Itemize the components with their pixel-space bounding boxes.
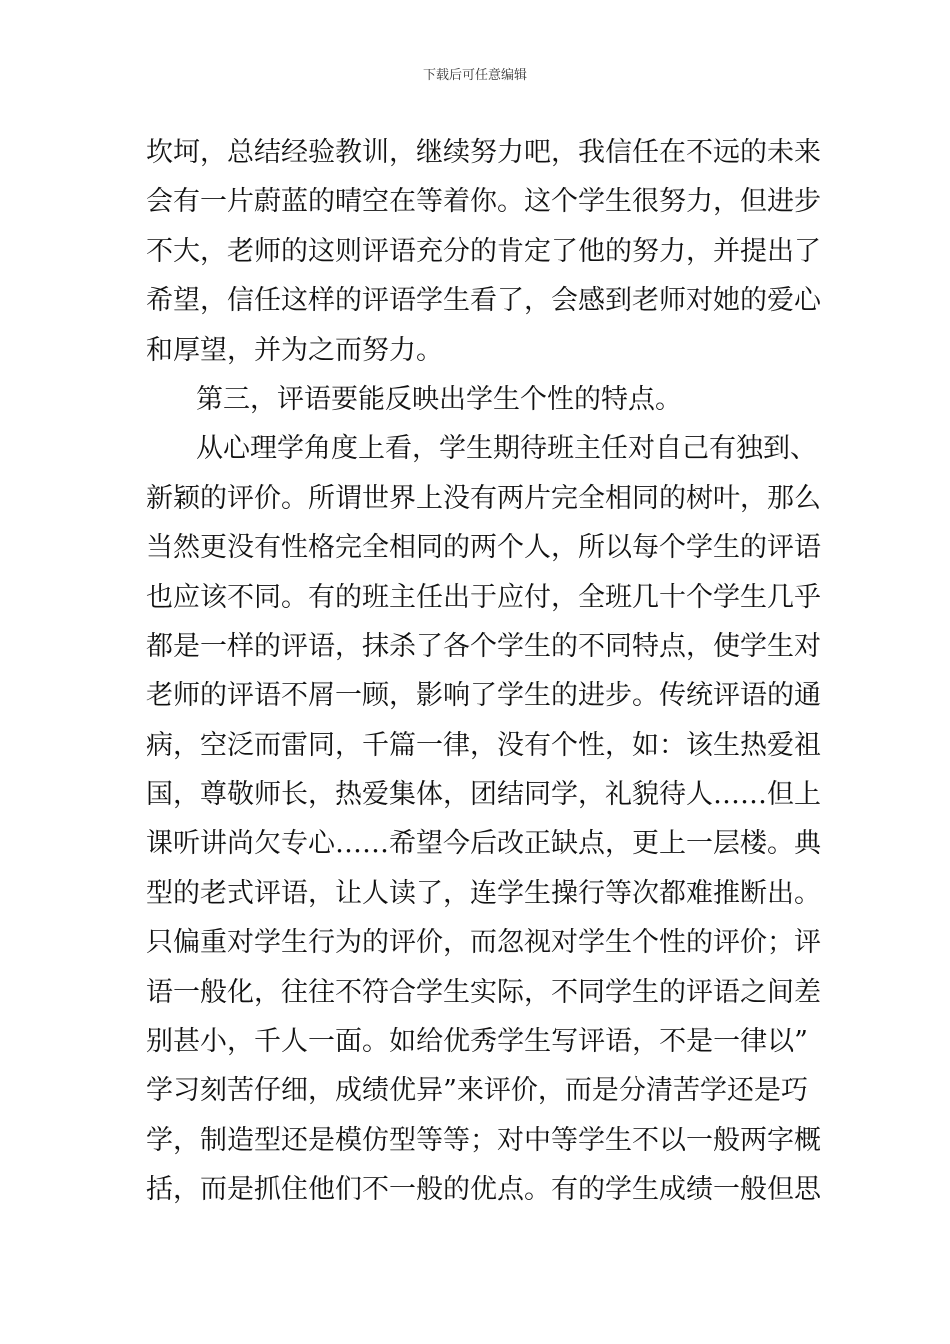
section-heading: 第三，评语要能反映出学生个性的特点。 — [196, 383, 682, 415]
text-line: 也应该不同。有的班主任出于应付，全班几十个学生几乎 — [146, 581, 821, 613]
text-line: 和厚望，并为之而努力。 — [146, 334, 443, 366]
text-line: 型的老式评语，让人读了，连学生操行等次都难推断出。 — [146, 877, 821, 909]
text-line: 老师的评语不屑一顾，影响了学生的进步。传统评语的通 — [146, 680, 821, 712]
text-line: 不大，老师的这则评语充分的肯定了他的努力，并提出了 — [146, 235, 821, 267]
text-line: 坎坷，总结经验教训，继续努力吧，我信任在不远的未来 — [146, 137, 821, 168]
text-line: 只偏重对学生行为的评价，而忽视对学生个性的评价；评 — [146, 927, 821, 959]
body-text — [146, 128, 821, 1215]
text-line: 别甚小，千人一面。如给优秀学生写评语，不是一律以” — [146, 1026, 808, 1058]
text-line: 学习刻苦仔细，成绩优异”来评价，而是分清苦学还是巧 — [146, 1075, 808, 1107]
text-line: 新颖的评价。所谓世界上没有两片完全相同的树叶，那么 — [146, 482, 821, 514]
text-line: 语一般化，往往不符合学生实际，不同学生的评语之间差 — [146, 976, 821, 1008]
text-line: 国，尊敬师长，热爱集体，团结同学，礼貌待人……但上 — [146, 779, 821, 811]
text-line: 都是一样的评语，抹杀了各个学生的不同特点，使学生对 — [146, 630, 821, 662]
text-line: 会有一片蔚蓝的晴空在等着你。这个学生很努力，但进步 — [146, 186, 821, 218]
text-line: 当然更没有性格完全相同的两个人，所以每个学生的评语 — [146, 532, 821, 564]
text-line: 括，而是抓住他们不一般的优点。有的学生成绩一般但思 — [146, 1174, 821, 1206]
text-line: 从心理学角度上看，学生期待班主任对自己有独到、 — [196, 433, 817, 465]
text-line: 希望，信任这样的评语学生看了，会感到老师对她的爱心 — [146, 285, 821, 317]
text-line: 学，制造型还是模仿型等等；对中等学生不以一般两字概 — [146, 1124, 821, 1156]
text-line: 病，空泛而雷同，千篇一律，没有个性，如：该生热爱祖 — [146, 729, 821, 761]
text-line: 课听讲尚欠专心……希望今后改正缺点，更上一层楼。典 — [146, 828, 821, 860]
header-note: 下载后可任意编辑 — [422, 68, 527, 83]
